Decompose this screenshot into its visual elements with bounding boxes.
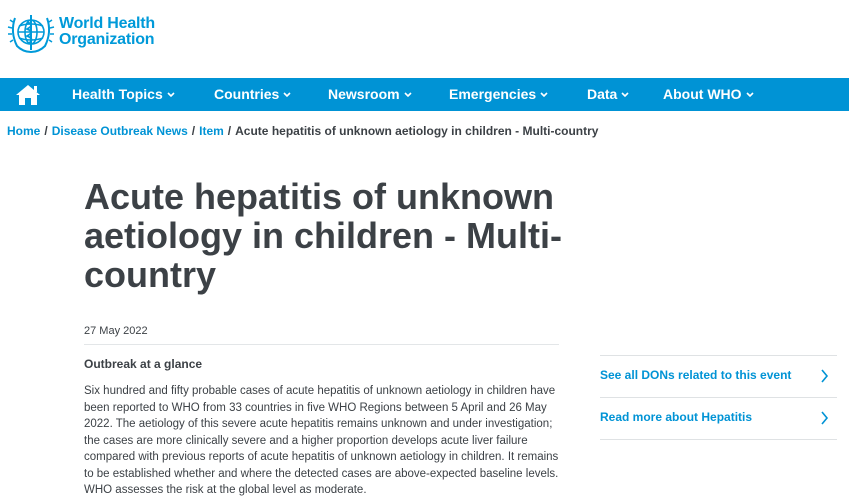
chevron-down-icon (404, 92, 412, 98)
related-links (600, 355, 837, 440)
nav-newsroom[interactable] (328, 78, 412, 111)
site-header (0, 0, 849, 78)
page-title: Acute hepatitis of unknown aetiology in children - Multi-country (84, 176, 563, 295)
logo-text (59, 16, 155, 48)
breadcrumb-disease-outbreak-news[interactable]: Disease Outbreak News (51, 124, 188, 138)
nav-data-label: Data (587, 86, 618, 102)
nav-about-who-label: About WHO (663, 86, 742, 102)
breadcrumb-separator: / (191, 124, 196, 138)
chevron-right-icon (820, 411, 829, 425)
nav-about-who[interactable] (663, 78, 754, 111)
article-paragraph: Six hundred and fifty probable cases of acute hepatitis of unknown aetiology in children have been reported to WHO from 33 countries in five WHO Regions between 5 April and 26 May 2022. The aetiology of this severe acute hepatitis remains unknown and under investigation; the cases are more clinically severe and a higher proportion develops acute liver failure compared with previous reports of acute hepatitis of unknown aetiology in children. It remains to be established whether and where the detected cases are above-expected baseline levels. WHO assesses the risk at the global level as moderate. (84, 385, 559, 496)
nav-health-topics[interactable] (72, 78, 175, 111)
chevron-down-icon (283, 92, 291, 98)
nav-health-topics-label: Health Topics (72, 86, 163, 102)
breadcrumb-separator: / (44, 124, 48, 138)
breadcrumb-current: Acute hepatitis of unknown aetiology in children - Multi-country (235, 124, 599, 138)
nav-newsroom-label: Newsroom (328, 86, 400, 102)
related-link-hepatitis[interactable] (600, 397, 837, 440)
related-link-dons[interactable] (600, 355, 837, 397)
logo-line-1: World Health (59, 15, 155, 32)
related-link-dons-label: See all DONs related to this event (600, 368, 792, 382)
chevron-down-icon (540, 92, 548, 98)
breadcrumb-home[interactable]: Home (7, 124, 41, 138)
main-nav (0, 78, 849, 111)
home-icon[interactable] (14, 83, 42, 107)
chevron-down-icon (746, 92, 754, 98)
nav-emergencies[interactable] (449, 78, 548, 111)
nav-countries[interactable] (214, 78, 291, 111)
related-link-hepatitis-label: Read more about Hepatitis (600, 410, 753, 424)
nav-emergencies-label: Emergencies (449, 86, 537, 102)
breadcrumb-item[interactable]: Item (199, 124, 224, 138)
nav-data[interactable] (587, 78, 629, 111)
logo-line-2: Organization (59, 31, 155, 48)
section-heading: Outbreak at a glance (84, 357, 203, 371)
who-logo[interactable] (7, 10, 155, 54)
chevron-down-icon (621, 92, 629, 98)
breadcrumb-separator: / (227, 124, 232, 138)
chevron-right-icon (820, 369, 829, 383)
who-emblem-icon (7, 10, 55, 54)
breadcrumb (7, 124, 598, 138)
chevron-down-icon (167, 92, 175, 98)
divider (84, 344, 559, 345)
publish-date: 27 May 2022 (84, 325, 148, 337)
nav-countries-label: Countries (214, 86, 280, 102)
